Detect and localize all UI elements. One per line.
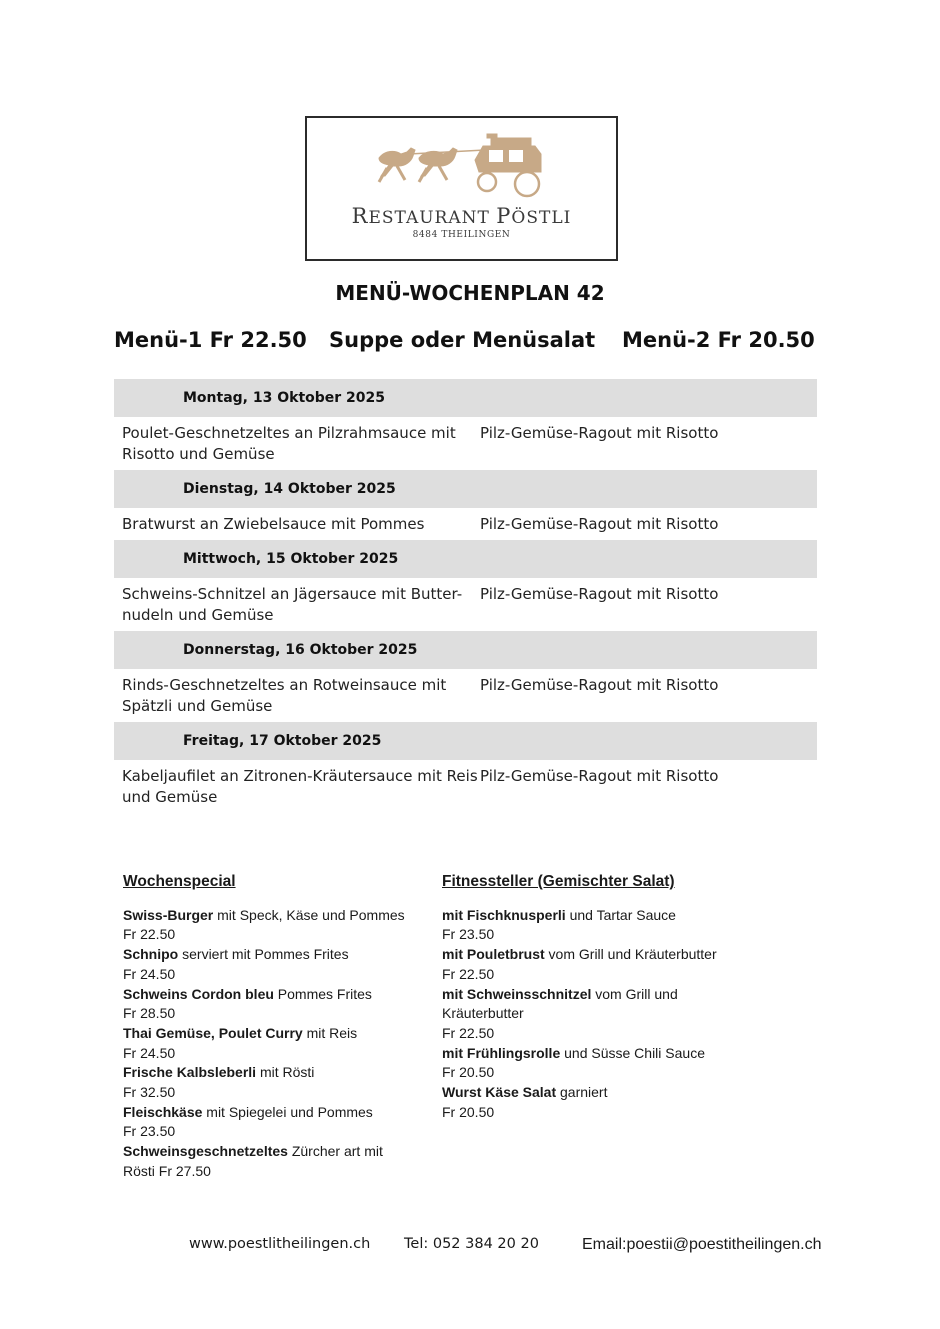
day-header: Freitag, 17 Oktober 2025 <box>114 722 817 760</box>
email-link[interactable]: Email:poestii@poestitheilingen.ch <box>582 1236 822 1253</box>
menu1-dish: Poulet-Geschnetzeltes an Pilzrahmsauce mit Risotto und Gemüse <box>122 424 456 463</box>
list-item: Schweinsgeschnetzeltes Zürcher art mit Rösti Fr 27.50 <box>123 1143 383 1179</box>
fitnessteller-section <box>442 872 742 1122</box>
stagecoach-icon <box>375 132 550 202</box>
list-item: Schweins Cordon bleu Pommes Frites Fr 28.50 <box>123 985 372 1022</box>
restaurant-logo <box>305 116 618 261</box>
list-item: mit Frühlingsrolle und Süsse Chili Sauce Fr 20.50 <box>442 1044 705 1081</box>
menu1-dish: Bratwurst an Zwiebelsauce mit Pommes <box>122 515 425 533</box>
day-header: Montag, 13 Oktober 2025 <box>114 379 817 417</box>
menu2-dish: Pilz-Gemüse-Ragout mit Risotto <box>480 424 719 442</box>
list-item: mit Fischknusperli und Tartar Sauce Fr 23.50 <box>442 906 676 943</box>
list-item: Frische Kalbsleberli mit Rösti Fr 32.50 <box>123 1064 315 1101</box>
list-item: Thai Gemüse, Poulet Curry mit Reis Fr 24.50 <box>123 1024 358 1061</box>
restaurant-name: RESTAURANT PÖSTLI <box>351 204 572 228</box>
list-item: mit Schweinsschnitzel vom Grill und Kräuterbutter Fr 22.50 <box>442 985 678 1041</box>
menu2-dish: Pilz-Gemüse-Ragout mit Risotto <box>480 676 719 694</box>
page-title: MENÜ-WOCHENPLAN 42 <box>335 281 605 305</box>
dish-row <box>114 578 817 631</box>
list-item: mit Pouletbrust vom Grill und Kräuterbutter Fr 22.50 <box>442 946 717 982</box>
wochenspecial-section <box>123 872 423 1182</box>
restaurant-address: 8484 THEILINGEN <box>412 230 511 240</box>
list-item: Swiss-Burger mit Speck, Käse und Pommes Fr 22.50 <box>123 906 405 943</box>
fitnessteller-heading: Fitnessteller (Gemischter Salat) <box>442 873 675 890</box>
menu1-dish: Kabeljaufilet an Zitronen-Kräutersauce mit Reis und Gemüse <box>122 767 478 806</box>
wochenspecial-heading: Wochenspecial <box>123 873 236 890</box>
dish-row <box>114 417 817 470</box>
menu2-dish: Pilz-Gemüse-Ragout mit Risotto <box>480 515 719 533</box>
day-header: Mittwoch, 15 Oktober 2025 <box>114 540 817 578</box>
list-item: Schnipo serviert mit Pommes Frites Fr 24.50 <box>123 946 349 982</box>
list-item: Wurst Käse Salat garniert Fr 20.50 <box>442 1084 608 1120</box>
dish-row <box>114 760 817 813</box>
weekly-menu-table <box>114 379 817 813</box>
menu1-price: Menü-1 Fr 22.50 <box>114 328 307 352</box>
website-link[interactable]: www.poestlitheilingen.ch <box>189 1236 371 1252</box>
menu2-price: Menü-2 Fr 20.50 <box>622 328 815 352</box>
day-header: Dienstag, 14 Oktober 2025 <box>114 470 817 508</box>
soup-option: Suppe oder Menüsalat <box>329 328 596 352</box>
list-item: Fleischkäse mit Spiegelei und Pommes Fr 23.50 <box>123 1103 373 1140</box>
phone-number[interactable]: Tel: 052 384 20 20 <box>404 1236 539 1252</box>
day-header: Donnerstag, 16 Oktober 2025 <box>114 631 817 669</box>
menu1-dish: Schweins-Schnitzel an Jägersauce mit Butter-nudeln und Gemüse <box>122 585 463 624</box>
dish-row <box>114 508 817 540</box>
dish-row <box>114 669 817 722</box>
menu2-dish: Pilz-Gemüse-Ragout mit Risotto <box>480 767 719 785</box>
menu1-dish: Rinds-Geschnetzeltes an Rotweinsauce mit Spätzli und Gemüse <box>122 676 447 715</box>
menu2-dish: Pilz-Gemüse-Ragout mit Risotto <box>480 585 719 603</box>
